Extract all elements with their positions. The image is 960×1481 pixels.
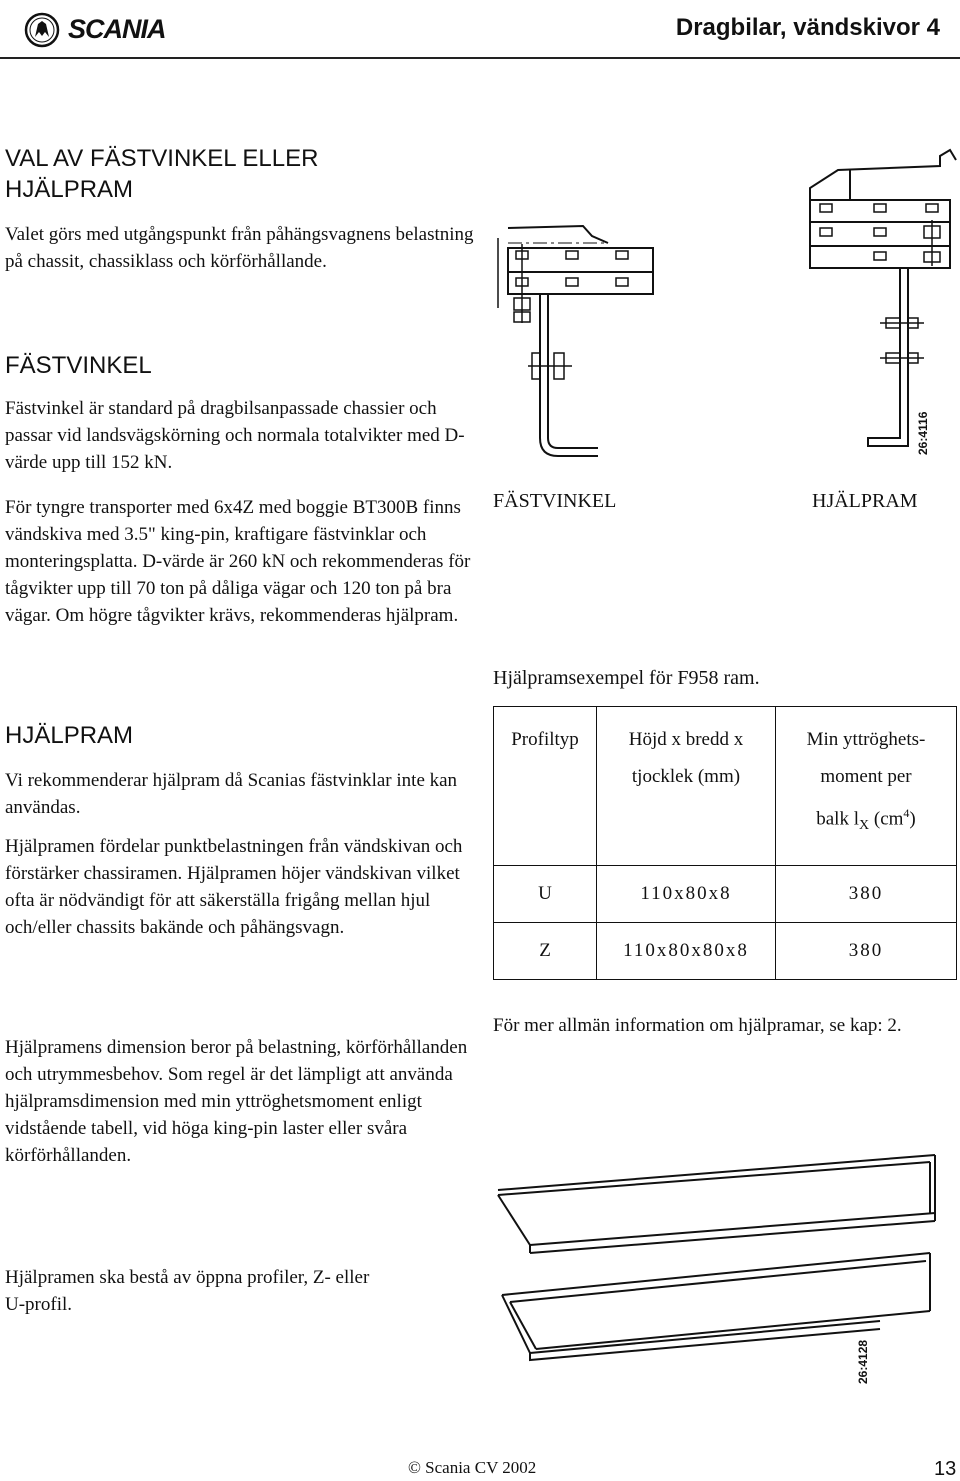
- table-header-row: [494, 707, 957, 866]
- row-u-type: U: [494, 866, 597, 923]
- page-number: 13: [934, 1458, 957, 1480]
- dimension-paragraph-block: [5, 1034, 475, 1169]
- more-info-block: [493, 1012, 913, 1039]
- dimension-paragraph: Hjälpramens dimension beror på belastning, körförhållanden och utrymmesbehov. Som regel är det lämpligt att använda hjälpramsdimension med min yttröghetsmoment enligt vidstående tabell, vid höga king-pin laster eller svåra körförhållanden.: [5, 1037, 468, 1166]
- section-fastvinkel: [5, 350, 475, 629]
- more-info-paragraph: För mer allmän information om hjälpramar, se kap: 2.: [493, 1015, 902, 1036]
- u-profile-drawing: [498, 1155, 935, 1253]
- scania-griffin-logo-icon: [24, 12, 60, 48]
- document-title: Dragbilar, vändskivor 4: [675, 14, 940, 41]
- figure1-id: 26:4116: [916, 411, 930, 455]
- hjalpram-label: HJÄLPRAM: [812, 490, 918, 512]
- fastvinkel-drawing: [498, 226, 653, 456]
- col-header-moment-line2: moment per: [820, 766, 912, 787]
- hjalpram-drawing: [810, 150, 956, 446]
- mounting-figure-drawing: [488, 148, 960, 478]
- profiles-figure-drawing: [490, 1145, 940, 1415]
- section-heading-choice-line2: HJÄLPRAM: [5, 176, 134, 203]
- row-u-dimension: 110x80x8: [597, 866, 776, 923]
- section-heading-choice-line1: VAL AV FÄSTVINKEL ELLER: [5, 145, 319, 172]
- profile-table: [493, 706, 957, 980]
- figure2-id: 26:4128: [856, 1339, 870, 1384]
- hjalpram-paragraph-1: Vi rekommenderar hjälpram då Scanias fästvinklar inte kan användas.: [5, 770, 458, 818]
- choice-paragraph: Valet görs med utgångspunkt från påhängsvagnens belastning på chassit, chassiklass och körförhållande.: [5, 224, 474, 272]
- copyright: © Scania CV 2002: [408, 1458, 537, 1477]
- section-choice: [5, 143, 475, 275]
- fastvinkel-paragraph-1: Fästvinkel är standard på dragbilsanpassade chassier och passar vid landsvägskörning och normala totalvikter med D-värde upp till 152 kN.: [5, 398, 465, 473]
- fastvinkel-paragraph-2: För tyngre transporter med 6x4Z med boggie BT300B finns vändskiva med 3.5" king-pin, kraftigare fästvinklar och monteringsplatta. D-värde är 260 kN och rekommenderas för tågvikter upp till 70 ton på dåliga vägar och 120 ton på bra vägar. Om högre tågvikter krävs, rekommenderas hjälpram.: [5, 497, 471, 626]
- section-hjalpram: [5, 720, 475, 941]
- table-row: [494, 866, 957, 923]
- page-header: [0, 0, 960, 58]
- table-row: [494, 923, 957, 980]
- profiles-paragraph: Hjälpramen ska bestå av öppna profiler, Z- eller U-profil.: [5, 1267, 370, 1315]
- hjalpram-paragraph-2: Hjälpramen fördelar punktbelastningen från vändskivan och förstärker chassiramen. Hjälpramen höjer vändskivan vilket ofta är nödvändigt för att säkerställa frigång mellan hjul och/eller chassits bakände och påhängsvagn.: [5, 836, 463, 938]
- section-heading-hjalpram: HJÄLPRAM: [5, 722, 134, 749]
- profiles-paragraph-block: [5, 1264, 385, 1318]
- col-header-moment-line3: balk $l_X$ $(cm^4)$: [816, 806, 916, 834]
- row-z-moment: 380: [776, 923, 957, 980]
- col-header-dimension-line1: Höjd x bredd x: [628, 729, 744, 750]
- fastvinkel-label: FÄSTVINKEL: [493, 490, 617, 512]
- row-z-type: Z: [494, 923, 597, 980]
- section-heading-fastvinkel: FÄSTVINKEL: [5, 352, 152, 379]
- header-divider: [0, 57, 960, 59]
- brand-name: SCANIA: [68, 14, 166, 44]
- col-header-dimension-line2: tjocklek (mm): [631, 766, 741, 787]
- figure1-caption: Hjälpramsexempel för F958 ram.: [493, 667, 760, 689]
- row-u-moment: 380: [776, 866, 957, 923]
- col-header-profiltyp: Profiltyp: [511, 729, 579, 750]
- row-z-dimension: 110x80x80x8: [597, 923, 776, 980]
- col-header-moment-line1: Min yttröghets-: [806, 729, 926, 750]
